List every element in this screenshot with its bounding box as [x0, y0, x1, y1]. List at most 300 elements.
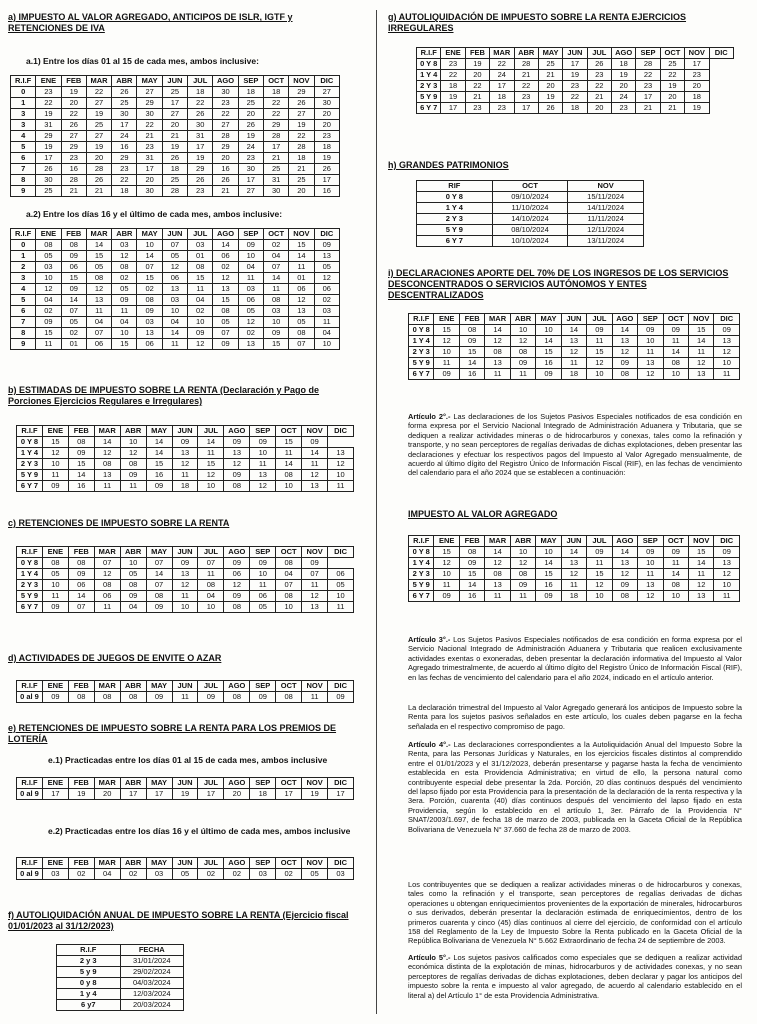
article-3-body: Los Sujetos Pasivos Especiales notificados de esa condición en forma expresa por el Servicio Nacional Integrado de Administración Aduanera y Tributaria que realicen exclusivamente actividades exentas o exoneradas, deben presentar la declaración informativa del Impuesto al Valor Agregado trimestralmente, de acuerdo al último dígito del Registro Único de Información Fiscal (RIF), en las fechas de vencimiento del calendario para el año 2024, indicado en el artículo anterior. — [408, 635, 742, 682]
date-cell: 12 — [714, 347, 740, 358]
date-cell: 13 — [612, 558, 637, 569]
table-row — [409, 325, 740, 336]
date-cell: 13 — [94, 470, 120, 481]
row-rif: 0 Y 8 — [409, 325, 434, 336]
row-rif: 6 y7 — [57, 1000, 121, 1011]
table-f-col-rif: R.I.F — [57, 945, 121, 956]
date-cell: 11 — [289, 262, 314, 273]
date-cell: 25 — [263, 164, 288, 175]
date-cell: 15 — [213, 295, 238, 306]
date-cell: 12 — [302, 591, 328, 602]
date-cell: 13 — [162, 284, 187, 295]
date-cell: 21 — [263, 153, 288, 164]
date-cell: 06 — [314, 284, 339, 295]
section-g-title: g) AUTOLIQUIDACIÓN DE IMPUESTO SOBRE LA RENTA EJERCICIOS IRREGULARES — [388, 12, 687, 33]
date-cell: 09 — [68, 448, 94, 459]
date-cell: 12 — [188, 339, 213, 350]
date-cell: 15 — [459, 569, 484, 580]
date-cell: 11 — [328, 602, 354, 613]
header-month: JUN — [172, 547, 198, 558]
date-cell: 30 — [238, 164, 263, 175]
date-cell: 14 — [276, 459, 302, 470]
article-2-body: Las declaraciones de los Sujetos Pasivos Especiales notificados de esa condición en forma expresa por el Servicio Nacional Integrado de Administración Aduanera y Tributaria, que se dediquen a realizar actividades mineras o de hidrocarburos y conexas, tales como la refinación y transporte, y no sean perceptores de regalías derivadas de dichas explotaciones, deben presentar las declaraciones y efectuar los respectivos pagos del Impuesto al Valor Agregado mensualmente, de acuerdo al último dígito del Registro Único de Información Fiscal (RIF), en las fechas de vencimiento del calendario para el año 2024 que se establecen a continuación: — [408, 412, 742, 478]
date-cell: 13 — [289, 306, 314, 317]
date-cell: 12/03/2024 — [120, 989, 184, 1000]
date-cell: 22 — [563, 92, 587, 103]
date-cell: 21 — [86, 186, 111, 197]
table-row — [11, 98, 340, 109]
date-cell: 12 — [587, 580, 612, 591]
date-cell: 09 — [250, 558, 276, 569]
table-row — [409, 369, 740, 380]
date-cell: 17 — [276, 789, 302, 800]
date-cell: 07 — [146, 580, 172, 591]
article-4 — [408, 740, 742, 834]
date-cell: 13 — [250, 470, 276, 481]
date-cell: 31 — [188, 131, 213, 142]
date-cell: 14 — [137, 251, 162, 262]
row-rif: 2 Y 3 — [409, 569, 434, 580]
date-cell: 08/10/2024 — [492, 225, 568, 236]
header-month: DIC — [714, 536, 740, 547]
date-cell: 10 — [188, 317, 213, 328]
date-cell: 28 — [289, 142, 314, 153]
date-cell: 23 — [612, 103, 636, 114]
date-cell: 07 — [94, 558, 120, 569]
header-month: OCT — [263, 76, 288, 87]
row-rif: 1 Y 4 — [417, 203, 493, 214]
date-cell: 30 — [314, 98, 339, 109]
row-rif: 5 Y 9 — [417, 92, 441, 103]
date-cell: 06 — [68, 580, 94, 591]
date-cell: 08 — [42, 558, 68, 569]
date-cell: 10 — [36, 273, 61, 284]
date-cell: 11 — [302, 580, 328, 591]
date-cell: 21 — [162, 131, 187, 142]
date-cell: 02 — [68, 869, 94, 880]
date-cell: 13 — [213, 284, 238, 295]
date-cell: 13 — [172, 569, 198, 580]
date-cell: 09 — [638, 547, 663, 558]
date-cell: 12 — [86, 284, 111, 295]
header-month: ENE — [36, 76, 61, 87]
row-rif: 6 — [11, 306, 36, 317]
date-cell: 21 — [514, 70, 538, 81]
date-cell: 10 — [663, 591, 688, 602]
date-cell: 19 — [86, 142, 111, 153]
section-c-title: c) RETENCIONES DE IMPUESTO SOBRE LA RENTA — [8, 518, 230, 528]
date-cell: 23 — [238, 153, 263, 164]
date-cell: 22 — [112, 175, 137, 186]
date-cell: 29 — [263, 120, 288, 131]
date-cell: 09 — [663, 547, 688, 558]
table-h-body — [417, 192, 644, 247]
date-cell: 09 — [198, 692, 224, 703]
table-f — [56, 944, 184, 1011]
date-cell: 04 — [94, 869, 120, 880]
date-cell: 09 — [587, 547, 612, 558]
date-cell: 13 — [714, 336, 740, 347]
header-month: SEP — [638, 536, 663, 547]
date-cell: 08 — [61, 240, 86, 251]
date-cell: 17 — [314, 175, 339, 186]
date-cell: 11 — [485, 591, 510, 602]
date-cell: 06 — [238, 295, 263, 306]
date-cell: 10 — [120, 437, 146, 448]
table-row — [417, 203, 644, 214]
date-cell: 21 — [587, 92, 611, 103]
date-cell: 28 — [263, 131, 288, 142]
date-cell: 16 — [68, 481, 94, 492]
date-cell: 06 — [224, 569, 250, 580]
date-cell: 17 — [514, 103, 538, 114]
date-cell: 15 — [188, 273, 213, 284]
date-cell: 12 — [328, 459, 354, 470]
table-row — [11, 284, 340, 295]
date-cell: 18 — [612, 59, 636, 70]
header-month: OCT — [276, 778, 302, 789]
table-row — [11, 175, 340, 186]
date-cell: 11 — [587, 558, 612, 569]
table-row — [17, 591, 354, 602]
date-cell: 11 — [510, 369, 535, 380]
date-cell: 26 — [188, 109, 213, 120]
date-cell: 03 — [263, 306, 288, 317]
date-cell: 09 — [120, 591, 146, 602]
date-cell: 28 — [61, 175, 86, 186]
table-row — [17, 448, 354, 459]
date-cell: 12 — [485, 336, 510, 347]
date-cell: 21 — [137, 131, 162, 142]
date-cell: 08 — [36, 240, 61, 251]
date-cell: 18 — [441, 81, 465, 92]
row-rif: 2 Y 3 — [417, 81, 441, 92]
date-cell: 21 — [61, 186, 86, 197]
date-cell: 09 — [42, 602, 68, 613]
date-cell: 11/10/2024 — [492, 203, 568, 214]
header-month: AGO — [224, 681, 250, 692]
header-month: MAR — [94, 778, 120, 789]
date-cell: 06 — [250, 591, 276, 602]
date-cell: 25 — [162, 87, 187, 98]
date-cell: 30 — [137, 109, 162, 120]
header-month: FEB — [68, 681, 94, 692]
date-cell: 14 — [459, 358, 484, 369]
table-row — [11, 240, 340, 251]
table-f-body — [57, 956, 184, 1011]
date-cell: 03 — [328, 869, 354, 880]
date-cell: 12 — [714, 569, 740, 580]
date-cell: 15 — [112, 339, 137, 350]
date-cell: 10 — [328, 591, 354, 602]
date-cell: 11 — [86, 306, 111, 317]
row-rif: 6 Y 7 — [17, 602, 43, 613]
date-cell: 27 — [61, 131, 86, 142]
date-cell: 06 — [86, 339, 111, 350]
date-cell: 13 — [688, 591, 713, 602]
date-cell: 22 — [636, 70, 660, 81]
date-cell: 08 — [612, 369, 637, 380]
date-cell: 10 — [536, 325, 561, 336]
header-month: ABR — [120, 858, 146, 869]
date-cell: 14 — [663, 569, 688, 580]
date-cell: 07 — [68, 602, 94, 613]
date-cell: 10 — [263, 317, 288, 328]
header-month: FEB — [465, 48, 489, 59]
date-cell: 11 — [663, 336, 688, 347]
header-rif: R.I.F — [11, 229, 36, 240]
date-cell: 05 — [328, 580, 354, 591]
header-rif: R.I.F — [17, 681, 43, 692]
date-cell: 12 — [250, 481, 276, 492]
row-rif: 6 Y 7 — [417, 103, 441, 114]
header-month: OCT — [660, 48, 684, 59]
date-cell: 18 — [314, 142, 339, 153]
row-rif: 2 Y 3 — [17, 459, 43, 470]
date-cell: 18 — [238, 87, 263, 98]
date-cell: 08 — [263, 295, 288, 306]
date-cell: 11 — [587, 336, 612, 347]
header-month: DIC — [714, 314, 740, 325]
date-cell: 14/11/2024 — [568, 203, 644, 214]
table-a2 — [10, 228, 340, 350]
date-cell: 04 — [263, 251, 288, 262]
date-cell: 23 — [465, 103, 489, 114]
date-cell: 13 — [224, 448, 250, 459]
date-cell: 22 — [465, 81, 489, 92]
date-cell: 09 — [146, 692, 172, 703]
header-month: ABR — [510, 314, 535, 325]
header-month: ABR — [120, 547, 146, 558]
table-row — [57, 1000, 184, 1011]
date-cell: 26 — [587, 59, 611, 70]
date-cell: 02 — [112, 273, 137, 284]
date-cell: 02 — [238, 328, 263, 339]
date-cell: 02 — [61, 328, 86, 339]
date-cell: 05 — [302, 869, 328, 880]
header-month: NOV — [289, 76, 314, 87]
date-cell: 14 — [663, 347, 688, 358]
header-month: FEB — [61, 229, 86, 240]
date-cell: 09 — [250, 437, 276, 448]
date-cell: 10 — [250, 448, 276, 459]
date-cell: 11 — [94, 602, 120, 613]
article-3 — [408, 635, 742, 682]
date-cell: 06 — [162, 273, 187, 284]
table-row — [17, 789, 354, 800]
date-cell: 10 — [198, 602, 224, 613]
date-cell: 11 — [188, 284, 213, 295]
date-cell: 31/01/2024 — [120, 956, 184, 967]
table-h-col-nov: NOV — [568, 181, 644, 192]
table-row — [11, 87, 340, 98]
date-cell: 28 — [162, 186, 187, 197]
header-month: OCT — [663, 314, 688, 325]
header-month: DIC — [328, 778, 354, 789]
date-cell: 09 — [612, 358, 637, 369]
row-rif: 3 — [11, 109, 36, 120]
table-f-header — [57, 945, 184, 956]
date-cell: 11 — [42, 470, 68, 481]
date-cell: 05 — [42, 569, 68, 580]
date-cell: 08 — [224, 481, 250, 492]
date-cell: 13 — [561, 336, 586, 347]
header-month: JUN — [172, 778, 198, 789]
date-cell: 17 — [162, 98, 187, 109]
date-cell: 10 — [714, 580, 740, 591]
date-cell: 15 — [276, 437, 302, 448]
row-rif: 0 al 9 — [17, 789, 43, 800]
row-rif: 1 Y 4 — [409, 336, 434, 347]
date-cell: 14 — [485, 325, 510, 336]
date-cell: 20 — [289, 186, 314, 197]
header-month: SEP — [238, 76, 263, 87]
date-cell: 11 — [162, 339, 187, 350]
date-cell: 08 — [213, 306, 238, 317]
header-month: MAR — [485, 536, 510, 547]
date-cell: 26 — [162, 153, 187, 164]
row-rif: 0 Y 8 — [17, 558, 43, 569]
date-cell: 14 — [289, 251, 314, 262]
section-f-title: f) AUTOLIQUIDACIÓN ANUAL DE IMPUESTO SOBRE LA RENTA (Ejercicio fiscal 01/01/2023 al 31/12/2023) — [8, 910, 349, 931]
header-month: ENE — [42, 547, 68, 558]
header-month: SEP — [250, 778, 276, 789]
table-c — [16, 546, 354, 613]
date-cell: 09 — [459, 336, 484, 347]
date-cell: 09 — [137, 306, 162, 317]
header-month: MAR — [86, 229, 111, 240]
date-cell: 03 — [146, 869, 172, 880]
header-rif: R.I.F — [409, 536, 434, 547]
header-month: MAY — [146, 681, 172, 692]
date-cell: 14 — [146, 448, 172, 459]
date-cell: 22 — [263, 98, 288, 109]
date-cell: 25 — [36, 186, 61, 197]
date-cell: 23 — [36, 87, 61, 98]
date-cell: 11 — [263, 284, 288, 295]
date-cell: 08 — [276, 558, 302, 569]
date-cell: 08 — [94, 692, 120, 703]
date-cell: 23 — [441, 59, 465, 70]
date-cell: 15 — [146, 459, 172, 470]
date-cell: 15 — [688, 325, 713, 336]
date-cell: 10 — [587, 369, 612, 380]
date-cell: 17 — [188, 142, 213, 153]
date-cell: 29 — [112, 153, 137, 164]
table-header-row — [409, 536, 740, 547]
header-month: JUL — [198, 681, 224, 692]
date-cell: 09 — [68, 569, 94, 580]
date-cell: 09 — [714, 325, 740, 336]
date-cell: 13 — [714, 558, 740, 569]
header-month: MAR — [86, 76, 111, 87]
date-cell: 13 — [612, 336, 637, 347]
date-cell: 04 — [120, 602, 146, 613]
table-row — [11, 328, 340, 339]
date-cell: 05 — [238, 306, 263, 317]
date-cell: 11 — [688, 347, 713, 358]
date-cell: 11 — [94, 481, 120, 492]
date-cell: 04 — [276, 569, 302, 580]
header-month: MAR — [94, 426, 120, 437]
date-cell: 23 — [213, 98, 238, 109]
date-cell: 15 — [434, 325, 459, 336]
article-4-paragraph-2: Los contribuyentes que se dediquen a realizar actividades mineras o de hidrocarburos y conexas, tales como la refinación y el transporte, sean perceptores de regalías derivadas de dichas operaciones u obtengan enriquecimientos provenientes de la exportación de minerales, hidrocarburos o sus derivados, deberán presentar la declaración estimada de enriquecimientos, dentro de los primeros cuarenta y cinco (45) días continuos al cierre del ejercicio, de conformidad con el artículo 158 del Reglamento de la Ley de Impuesto Sobre la Renta publicado en la Gaceta Oficial de la República Bolivariana de Venezuela N° 5.662 Extraordinario de fecha 24 de septiembre de 2003. — [408, 880, 742, 946]
header-month: DIC — [314, 76, 339, 87]
date-cell: 09 — [536, 591, 561, 602]
date-cell: 19 — [238, 131, 263, 142]
date-cell: 30 — [213, 87, 238, 98]
date-cell: 09 — [587, 325, 612, 336]
date-cell: 11 — [434, 580, 459, 591]
date-cell: 20 — [685, 81, 709, 92]
date-cell: 18 — [263, 87, 288, 98]
date-cell: 23 — [137, 142, 162, 153]
header-rif: R.I.F — [17, 426, 43, 437]
header-month: OCT — [276, 858, 302, 869]
row-rif: 1 — [11, 98, 36, 109]
header-month: ABR — [120, 426, 146, 437]
date-cell: 09 — [263, 328, 288, 339]
date-cell: 09 — [224, 470, 250, 481]
date-cell: 08 — [276, 692, 302, 703]
header-month: ABR — [112, 76, 137, 87]
date-cell: 11 — [302, 459, 328, 470]
date-cell: 22 — [289, 131, 314, 142]
date-cell: 11 — [302, 692, 328, 703]
date-cell: 09 — [61, 251, 86, 262]
date-cell: 29 — [289, 87, 314, 98]
table-row — [409, 580, 740, 591]
date-cell: 03 — [188, 240, 213, 251]
date-cell: 25 — [289, 175, 314, 186]
date-cell: 20 — [213, 153, 238, 164]
date-cell: 19 — [36, 109, 61, 120]
date-cell: 10 — [536, 547, 561, 558]
date-cell: 18 — [172, 481, 198, 492]
row-rif: 1 Y 4 — [17, 569, 43, 580]
date-cell: 05 — [36, 251, 61, 262]
header-month: JUN — [162, 76, 187, 87]
date-cell: 11 — [198, 448, 224, 459]
date-cell: 21 — [465, 92, 489, 103]
table-row — [57, 978, 184, 989]
date-cell: 13 — [328, 448, 354, 459]
date-cell: 03 — [162, 295, 187, 306]
date-cell: 20 — [612, 81, 636, 92]
table-e1 — [16, 777, 354, 800]
header-month: ABR — [510, 536, 535, 547]
table-header-row — [17, 547, 354, 558]
date-cell: 05 — [61, 317, 86, 328]
header-month: NOV — [688, 314, 713, 325]
date-cell: 09 — [112, 295, 137, 306]
date-cell: 15 — [36, 328, 61, 339]
header-month: JUN — [172, 426, 198, 437]
table-row — [417, 103, 734, 114]
date-cell: 03 — [314, 306, 339, 317]
date-cell: 12 — [198, 470, 224, 481]
row-rif: 5 y 9 — [57, 967, 121, 978]
date-cell: 11 — [328, 481, 354, 492]
date-cell: 14 — [94, 437, 120, 448]
table-row — [57, 956, 184, 967]
date-cell: 17 — [112, 120, 137, 131]
date-cell: 20 — [137, 175, 162, 186]
date-cell: 11 — [112, 306, 137, 317]
row-rif: 5 Y 9 — [417, 225, 493, 236]
date-cell: 09 — [224, 437, 250, 448]
